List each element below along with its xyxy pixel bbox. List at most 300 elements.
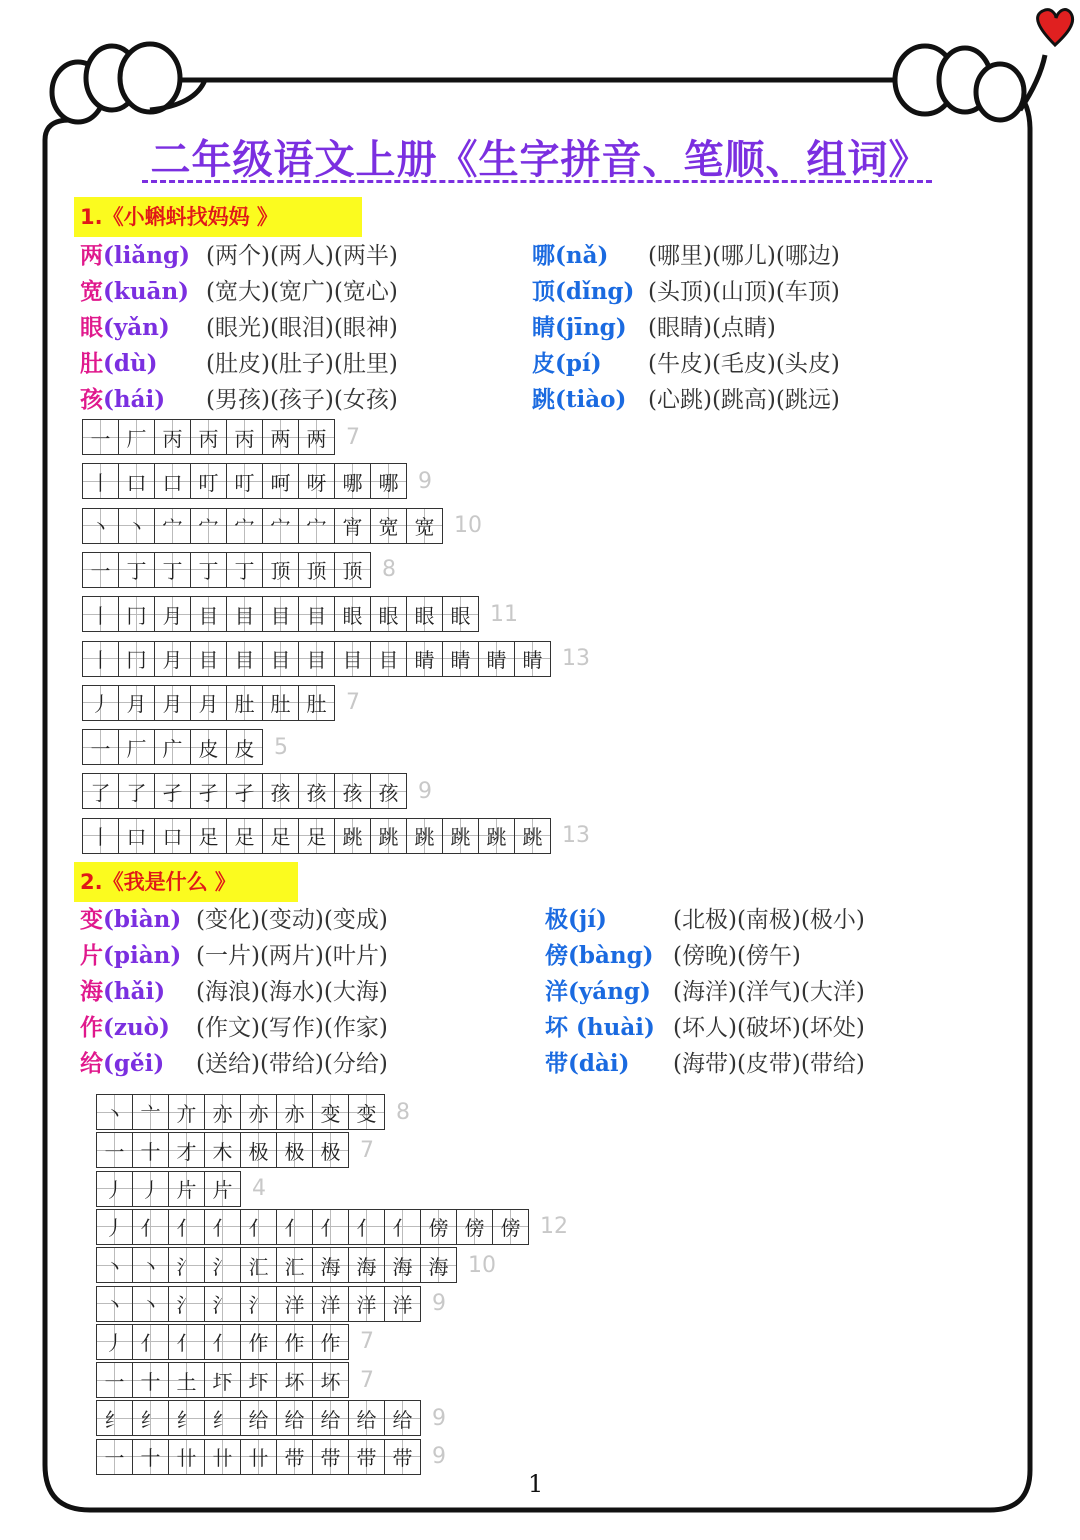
- stroke-cell: [406, 641, 443, 677]
- stroke-cell: [298, 818, 335, 854]
- stroke-glyph: 月: [162, 648, 183, 672]
- stroke-cell: [348, 1094, 385, 1130]
- stroke-glyph: 孑: [234, 780, 255, 805]
- vocab-row: [80, 902, 520, 938]
- stroke-order-row: [82, 640, 590, 678]
- stroke-count: 9: [432, 1291, 446, 1316]
- stroke-glyph: 丨: [90, 648, 111, 672]
- stroke-cell: [276, 1209, 313, 1245]
- vocab-words: (送给)(带给)(分给): [196, 1051, 388, 1077]
- vocab-pinyin: (dù): [103, 350, 158, 377]
- stroke-cell: [168, 1286, 205, 1322]
- stroke-cell: [240, 1132, 277, 1168]
- stroke-glyph: 纟: [104, 1407, 125, 1432]
- vocab-row: [532, 346, 972, 382]
- vocab-pinyin: (dài): [568, 1050, 630, 1077]
- stroke-glyph: 亦: [248, 1101, 269, 1126]
- stroke-cell: [96, 1286, 133, 1322]
- stroke-glyph: 十: [140, 1139, 161, 1164]
- stroke-glyph: 了: [90, 780, 111, 805]
- stroke-cell: [276, 1439, 313, 1475]
- stroke-glyph: 眼: [414, 603, 435, 628]
- stroke-cell: [204, 1286, 241, 1322]
- stroke-glyph: 目: [378, 648, 399, 672]
- stroke-order-row: [82, 684, 360, 722]
- vocab-row: [80, 382, 520, 418]
- stroke-glyph: 丿: [104, 1331, 125, 1356]
- stroke-glyph: 肚: [306, 692, 327, 717]
- stroke-cell: [168, 1324, 205, 1360]
- stroke-order-row: [96, 1170, 266, 1208]
- stroke-cell: [406, 596, 443, 632]
- stroke-cell: [276, 1094, 313, 1130]
- stroke-glyph: 洋: [356, 1293, 377, 1317]
- stroke-cell: [132, 1439, 169, 1475]
- stroke-cell: [298, 596, 335, 632]
- stroke-cell: [334, 641, 371, 677]
- stroke-glyph: 孩: [342, 780, 363, 805]
- stroke-cell: [82, 508, 119, 544]
- stroke-cell: [226, 685, 263, 721]
- stroke-glyph: 跳: [522, 825, 543, 850]
- stroke-glyph: 亻: [212, 1331, 233, 1356]
- vocab-character: 海: [80, 978, 103, 1005]
- stroke-cell: [262, 685, 299, 721]
- stroke-glyph: 两: [270, 426, 291, 451]
- stroke-glyph: 一: [104, 1446, 125, 1471]
- stroke-glyph: 足: [270, 825, 291, 850]
- stroke-cell: [262, 818, 299, 854]
- stroke-glyph: 丨: [90, 825, 111, 850]
- stroke-order-row: [82, 817, 590, 855]
- stroke-glyph: 氵: [212, 1293, 233, 1317]
- heart-icon: [1038, 10, 1073, 45]
- stroke-glyph: 氵: [212, 1254, 233, 1279]
- stroke-cell: [204, 1132, 241, 1168]
- stroke-cell: [96, 1132, 133, 1168]
- stroke-cell: [82, 552, 119, 588]
- stroke-cell: [262, 641, 299, 677]
- stroke-cell: [226, 508, 263, 544]
- stroke-glyph: 孩: [306, 780, 327, 805]
- stroke-cell: [168, 1362, 205, 1398]
- vocab-words: (头顶)(山顶)(车顶): [648, 279, 840, 305]
- stroke-cell: [226, 729, 263, 765]
- vocab-character: 极: [545, 906, 568, 933]
- vocab-row: [80, 238, 520, 274]
- vocab-words: (海浪)(海水)(大海): [196, 979, 388, 1005]
- stroke-glyph: 海: [428, 1254, 449, 1279]
- stroke-glyph: 卄: [176, 1446, 197, 1471]
- vocab-words: (海洋)(洋气)(大洋): [673, 979, 865, 1005]
- stroke-glyph: 给: [392, 1407, 413, 1432]
- stroke-count: 4: [252, 1176, 266, 1202]
- stroke-glyph: 带: [320, 1446, 341, 1471]
- stroke-cell: [370, 641, 407, 677]
- stroke-glyph: 皮: [234, 736, 255, 761]
- stroke-cell: [132, 1094, 169, 1130]
- stroke-count: 8: [382, 557, 396, 583]
- stroke-cell: [492, 1209, 529, 1245]
- stroke-count: 11: [490, 601, 518, 627]
- stroke-cell: [96, 1400, 133, 1436]
- stroke-cell: [118, 685, 155, 721]
- stroke-glyph: 圷: [212, 1369, 233, 1394]
- right-paw-decoration: [895, 46, 1045, 120]
- stroke-glyph: 坏: [284, 1369, 305, 1394]
- stroke-glyph: 口: [162, 470, 183, 495]
- vocab-character: 睛: [532, 314, 555, 341]
- stroke-glyph: 圷: [248, 1369, 269, 1394]
- stroke-glyph: 哪: [378, 470, 399, 495]
- stroke-order-row: [82, 551, 396, 589]
- vocab-words: (一片)(两片)(叶片): [196, 943, 388, 969]
- stroke-cell: [190, 419, 227, 455]
- stroke-glyph: 亣: [176, 1101, 197, 1126]
- stroke-cell: [168, 1209, 205, 1245]
- stroke-glyph: 宽: [414, 515, 435, 540]
- stroke-cell: [96, 1324, 133, 1360]
- stroke-cell: [82, 685, 119, 721]
- stroke-glyph: 口: [126, 825, 147, 850]
- stroke-cell: [312, 1362, 349, 1398]
- stroke-glyph: 叮: [234, 470, 255, 495]
- vocab-row: [545, 902, 985, 938]
- stroke-cell: [298, 685, 335, 721]
- stroke-glyph: 亻: [392, 1216, 413, 1241]
- stroke-cell: [276, 1286, 313, 1322]
- vocab-words: (心跳)(跳高)(跳远): [648, 387, 840, 413]
- stroke-glyph: 皮: [198, 736, 219, 761]
- stroke-cell: [384, 1400, 421, 1436]
- vocab-character: 肚: [80, 350, 103, 377]
- stroke-glyph: 丁: [162, 559, 183, 584]
- stroke-glyph: 足: [198, 825, 219, 850]
- stroke-glyph: 氵: [176, 1254, 197, 1279]
- stroke-cell: [226, 773, 263, 809]
- vocab-row: [545, 1046, 985, 1082]
- stroke-cell: [118, 773, 155, 809]
- vocab-row: [80, 1046, 520, 1082]
- stroke-cell: [240, 1324, 277, 1360]
- stroke-cell: [190, 596, 227, 632]
- stroke-cell: [348, 1286, 385, 1322]
- stroke-cell: [190, 508, 227, 544]
- stroke-cell: [312, 1247, 349, 1283]
- vocab-words: (海带)(皮带)(带给): [673, 1051, 865, 1077]
- stroke-cell: [82, 729, 119, 765]
- stroke-cell: [132, 1400, 169, 1436]
- stroke-glyph: 才: [176, 1139, 197, 1164]
- stroke-cell: [312, 1439, 349, 1475]
- stroke-cell: [154, 508, 191, 544]
- stroke-cell: [348, 1247, 385, 1283]
- vocab-words: (两个)(两人)(两半): [206, 243, 398, 269]
- stroke-count: 10: [468, 1252, 496, 1278]
- stroke-glyph: 亠: [140, 1101, 161, 1126]
- stroke-count: 7: [360, 1367, 374, 1393]
- stroke-cell: [334, 508, 371, 544]
- stroke-glyph: 亦: [212, 1101, 233, 1126]
- stroke-cell: [204, 1171, 241, 1207]
- stroke-glyph: 木: [212, 1139, 233, 1164]
- vocab-character: 片: [80, 942, 103, 969]
- stroke-glyph: 眼: [342, 603, 363, 628]
- stroke-glyph: 月: [198, 692, 219, 717]
- stroke-cell: [154, 596, 191, 632]
- stroke-glyph: 了: [126, 780, 147, 805]
- stroke-cell: [132, 1171, 169, 1207]
- stroke-cell: [334, 596, 371, 632]
- stroke-cell: [154, 463, 191, 499]
- stroke-cell: [190, 641, 227, 677]
- vocab-words: (北极)(南极)(极小): [673, 907, 865, 933]
- stroke-order-row: [96, 1438, 446, 1476]
- vocab-pinyin: (dǐng): [555, 278, 635, 305]
- stroke-cell: [82, 773, 119, 809]
- vocab-character: 皮: [532, 350, 555, 377]
- stroke-cell: [262, 419, 299, 455]
- stroke-cell: [370, 508, 407, 544]
- stroke-glyph: 丶: [104, 1101, 125, 1126]
- stroke-cell: [406, 818, 443, 854]
- stroke-glyph: 目: [342, 648, 363, 672]
- stroke-glyph: 宵: [342, 515, 363, 540]
- stroke-cell: [334, 818, 371, 854]
- stroke-cell: [420, 1247, 457, 1283]
- vocab-words: (眼光)(眼泪)(眼神): [206, 315, 398, 341]
- stroke-cell: [118, 729, 155, 765]
- stroke-order-row: [96, 1361, 374, 1399]
- stroke-cell: [82, 818, 119, 854]
- vocab-row: [545, 974, 985, 1010]
- stroke-glyph: 一: [90, 426, 111, 451]
- stroke-glyph: 丙: [198, 426, 219, 451]
- stroke-glyph: 氵: [176, 1293, 197, 1317]
- stroke-cell: [132, 1132, 169, 1168]
- stroke-cell: [82, 641, 119, 677]
- stroke-glyph: 丶: [126, 515, 147, 540]
- stroke-cell: [240, 1439, 277, 1475]
- stroke-count: 13: [562, 823, 590, 849]
- stroke-glyph: 纟: [140, 1407, 161, 1432]
- stroke-glyph: 睛: [522, 648, 543, 672]
- stroke-order-row: [82, 418, 360, 456]
- stroke-glyph: 眼: [378, 603, 399, 628]
- stroke-cell: [168, 1247, 205, 1283]
- vocab-pinyin: (gěi): [103, 1050, 165, 1077]
- vocab-pinyin: (jí): [568, 906, 607, 933]
- stroke-cell: [240, 1094, 277, 1130]
- stroke-cell: [384, 1286, 421, 1322]
- stroke-glyph: 目: [306, 603, 327, 628]
- stroke-cell: [348, 1209, 385, 1245]
- stroke-glyph: 丿: [90, 692, 111, 717]
- stroke-order-row: [96, 1131, 374, 1169]
- stroke-cell: [240, 1362, 277, 1398]
- vocab-character: 跳: [532, 386, 555, 413]
- stroke-glyph: 丁: [126, 559, 147, 584]
- stroke-order-row: [82, 728, 288, 766]
- stroke-count: 9: [418, 778, 432, 804]
- stroke-cell: [298, 552, 335, 588]
- stroke-cell: [262, 773, 299, 809]
- stroke-cell: [276, 1400, 313, 1436]
- vocab-pinyin: (yǎn): [103, 314, 170, 341]
- stroke-count: 10: [454, 513, 482, 539]
- stroke-count: 13: [562, 646, 590, 671]
- stroke-order-row: [82, 772, 432, 810]
- stroke-glyph: 极: [320, 1139, 341, 1164]
- stroke-count: 9: [432, 1405, 446, 1431]
- stroke-cell: [204, 1094, 241, 1130]
- vocab-pinyin: (biàn): [103, 906, 182, 933]
- stroke-cell: [456, 1209, 493, 1245]
- stroke-glyph: 卄: [248, 1446, 269, 1471]
- stroke-cell: [118, 463, 155, 499]
- stroke-cell: [370, 463, 407, 499]
- stroke-cell: [276, 1247, 313, 1283]
- stroke-cell: [168, 1171, 205, 1207]
- stroke-glyph: 广: [162, 736, 183, 761]
- stroke-cell: [298, 641, 335, 677]
- stroke-cell: [298, 419, 335, 455]
- stroke-glyph: 坏: [320, 1369, 341, 1394]
- vocab-character: 两: [80, 242, 103, 269]
- vocab-words: (男孩)(孩子)(女孩): [206, 387, 398, 413]
- stroke-cell: [514, 818, 551, 854]
- stroke-glyph: 作: [284, 1331, 305, 1356]
- stroke-glyph: 给: [284, 1407, 305, 1432]
- vocab-character: 孩: [80, 386, 103, 413]
- vocab-row: [532, 310, 972, 346]
- stroke-cell: [312, 1324, 349, 1360]
- stroke-cell: [226, 419, 263, 455]
- stroke-count: 12: [540, 1214, 568, 1240]
- stroke-cell: [96, 1171, 133, 1207]
- stroke-glyph: 跳: [378, 825, 399, 850]
- stroke-glyph: 作: [320, 1331, 341, 1356]
- stroke-cell: [312, 1286, 349, 1322]
- stroke-cell: [298, 508, 335, 544]
- stroke-cell: [154, 818, 191, 854]
- stroke-cell: [478, 641, 515, 677]
- vocab-row: [80, 274, 520, 310]
- stroke-glyph: 亻: [356, 1216, 377, 1241]
- stroke-cell: [226, 463, 263, 499]
- stroke-glyph: 变: [320, 1101, 341, 1126]
- stroke-glyph: 顶: [306, 559, 327, 584]
- stroke-glyph: 足: [234, 825, 255, 850]
- stroke-cell: [204, 1400, 241, 1436]
- stroke-order-row: [96, 1399, 446, 1437]
- stroke-glyph: 带: [284, 1446, 305, 1471]
- stroke-count: 7: [360, 1329, 374, 1355]
- vocab-row: [545, 1010, 985, 1046]
- stroke-glyph: 丶: [140, 1293, 161, 1317]
- vocab-pinyin: (nǎ): [555, 242, 609, 269]
- page-number: 1: [528, 1470, 544, 1498]
- stroke-cell: [168, 1400, 205, 1436]
- stroke-glyph: 顶: [270, 559, 291, 584]
- stroke-cell: [514, 641, 551, 677]
- stroke-glyph: 丿: [140, 1178, 161, 1203]
- vocab-row: [80, 938, 520, 974]
- vocab-pinyin: (kuān): [103, 278, 190, 305]
- stroke-cell: [96, 1094, 133, 1130]
- stroke-cell: [226, 596, 263, 632]
- stroke-cell: [442, 818, 479, 854]
- stroke-cell: [384, 1247, 421, 1283]
- stroke-glyph: 孩: [378, 780, 399, 805]
- stroke-glyph: 作: [248, 1331, 269, 1356]
- stroke-cell: [240, 1400, 277, 1436]
- vocab-character: 哪: [532, 242, 555, 269]
- stroke-cell: [420, 1209, 457, 1245]
- stroke-glyph: 哪: [342, 470, 363, 495]
- stroke-order-row: [96, 1285, 446, 1323]
- stroke-glyph: 厂: [126, 736, 147, 761]
- stroke-cell: [132, 1247, 169, 1283]
- stroke-order-row: [96, 1323, 374, 1361]
- stroke-glyph: 眼: [450, 603, 471, 628]
- stroke-glyph: 宀: [270, 515, 291, 540]
- stroke-cell: [132, 1362, 169, 1398]
- stroke-glyph: 两: [306, 426, 327, 451]
- stroke-cell: [204, 1209, 241, 1245]
- stroke-cell: [370, 773, 407, 809]
- stroke-glyph: 目: [270, 603, 291, 628]
- vocab-row: [80, 1010, 520, 1046]
- stroke-glyph: 极: [284, 1139, 305, 1164]
- stroke-glyph: 口: [126, 470, 147, 495]
- stroke-glyph: 汇: [248, 1254, 269, 1279]
- stroke-cell: [370, 596, 407, 632]
- stroke-glyph: 月: [162, 692, 183, 717]
- stroke-cell: [384, 1209, 421, 1245]
- stroke-glyph: 带: [356, 1446, 377, 1471]
- stroke-glyph: 给: [356, 1407, 377, 1432]
- stroke-glyph: 海: [320, 1254, 341, 1279]
- stroke-cell: [82, 419, 119, 455]
- stroke-glyph: 跳: [414, 825, 435, 850]
- stroke-glyph: 睛: [486, 648, 507, 672]
- stroke-glyph: 丶: [140, 1254, 161, 1279]
- stroke-glyph: 带: [392, 1446, 413, 1471]
- stroke-cell: [118, 641, 155, 677]
- stroke-order-row: [82, 507, 482, 545]
- stroke-cell: [168, 1132, 205, 1168]
- stroke-glyph: 海: [356, 1254, 377, 1279]
- stroke-glyph: 口: [162, 825, 183, 850]
- stroke-glyph: 丁: [234, 559, 255, 584]
- vocab-character: 宽: [80, 278, 103, 305]
- stroke-glyph: 亻: [176, 1331, 197, 1356]
- stroke-glyph: 洋: [284, 1293, 305, 1317]
- stroke-glyph: 亻: [176, 1216, 197, 1241]
- stroke-cell: [190, 463, 227, 499]
- stroke-glyph: 宀: [198, 515, 219, 540]
- section-2-title: 2.《我是什么 》: [74, 862, 298, 902]
- stroke-glyph: 十: [140, 1446, 161, 1471]
- vocab-pinyin: (yáng): [568, 978, 651, 1005]
- stroke-cell: [262, 463, 299, 499]
- stroke-glyph: 足: [306, 825, 327, 850]
- stroke-cell: [190, 685, 227, 721]
- stroke-glyph: 丿: [104, 1178, 125, 1203]
- stroke-glyph: 呀: [306, 470, 327, 495]
- stroke-glyph: 丶: [104, 1254, 125, 1279]
